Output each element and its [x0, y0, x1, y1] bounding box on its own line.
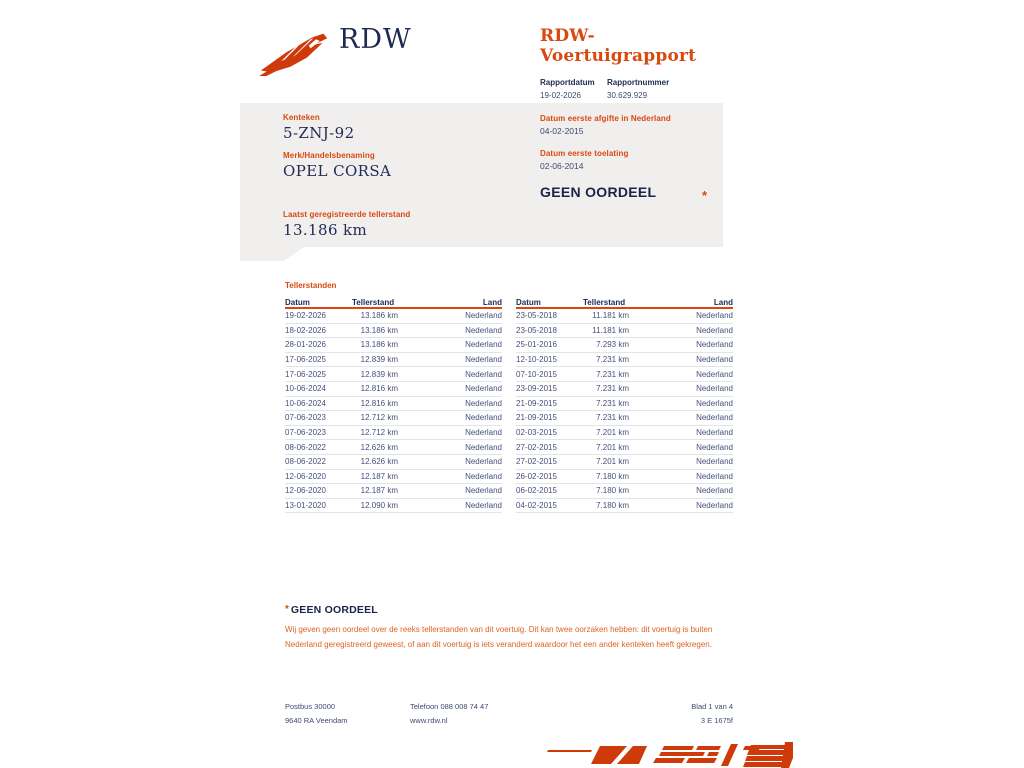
table-row [516, 484, 733, 499]
footer-phone: Telefoon 088 008 74 47 [410, 701, 489, 711]
verdict-footnote [285, 604, 715, 652]
table-body-left [285, 309, 502, 513]
cell-datum: 10-06-2024 [285, 398, 326, 408]
cell-tellerstand: 7.201 km [596, 457, 629, 467]
page-footer [285, 699, 733, 727]
cell-datum: 27-02-2015 [516, 457, 557, 467]
cell-land: Nederland [465, 501, 502, 511]
cell-datum: 21-09-2015 [516, 413, 557, 423]
footer-website: www.rdw.nl [410, 715, 448, 725]
cell-tellerstand: 12.839 km [360, 369, 398, 379]
first-admission-label: Datum eerste toelating [540, 149, 629, 158]
cell-datum: 06-02-2015 [516, 486, 557, 496]
footer-row-2 [285, 713, 733, 727]
odometer-value: 13.186 km [283, 221, 368, 239]
cell-tellerstand: 13.186 km [360, 311, 398, 321]
cell-tellerstand: 12.626 km [360, 457, 398, 467]
cell-tellerstand: 7.180 km [596, 501, 629, 511]
summary-right-column [540, 114, 710, 200]
footnote-title: GEEN OORDEEL [290, 604, 378, 616]
table-row [516, 440, 733, 455]
cell-tellerstand: 12.712 km [360, 428, 398, 438]
cell-datum: 02-03-2015 [516, 428, 557, 438]
table-row [516, 324, 733, 339]
table-row [516, 338, 733, 353]
report-date-group [540, 78, 593, 100]
cell-land: Nederland [465, 471, 502, 481]
table-row [285, 411, 502, 426]
column-header-tellerstand: Tellerstand [583, 298, 626, 307]
cell-tellerstand: 7.201 km [596, 428, 629, 438]
table-row [285, 338, 502, 353]
cell-land: Nederland [696, 325, 733, 335]
table-row [285, 455, 502, 470]
summary-left-column [283, 113, 391, 189]
cell-tellerstand: 12.816 km [360, 398, 398, 408]
table-header-row [516, 296, 733, 309]
brand-label: Merk/Handelsbenaming [283, 151, 375, 160]
cell-land: Nederland [465, 384, 502, 394]
cell-land: Nederland [696, 340, 733, 350]
cell-datum: 23-09-2015 [516, 384, 557, 394]
cell-land: Nederland [465, 340, 502, 350]
odometer-tables [285, 296, 733, 513]
table-row [285, 426, 502, 441]
odometer-label: Laatst geregistreerde tellerstand [283, 210, 411, 219]
footnote-asterisk: * [285, 604, 289, 615]
cell-tellerstand: 11.181 km [592, 311, 629, 321]
footer-page-number: Blad 1 van 4 [691, 701, 733, 711]
cell-datum: 12-10-2015 [516, 355, 557, 365]
cell-datum: 18-02-2026 [285, 325, 326, 335]
table-header-row [285, 296, 502, 309]
cell-land: Nederland [696, 369, 733, 379]
footer-address-line1: Postbus 30000 [285, 701, 336, 711]
table-row [285, 324, 502, 339]
table-row [285, 367, 502, 382]
cell-land: Nederland [465, 311, 502, 321]
cell-tellerstand: 7.201 km [596, 442, 629, 452]
cell-land: Nederland [465, 442, 502, 452]
cell-datum: 19-02-2026 [285, 311, 326, 321]
cell-tellerstand: 7.293 km [596, 340, 629, 350]
table-row [516, 367, 733, 382]
cell-land: Nederland [465, 428, 502, 438]
rdw-flag-graphic-icon [545, 739, 793, 768]
table-row [285, 353, 502, 368]
first-admission-value: 02-06-2014 [540, 161, 584, 171]
cell-tellerstand: 12.090 km [360, 501, 398, 511]
cell-datum: 27-02-2015 [516, 442, 557, 452]
cell-land: Nederland [465, 486, 502, 496]
cell-land: Nederland [465, 355, 502, 365]
report-date-label: Rapportdatum [540, 78, 595, 87]
cell-datum: 26-02-2015 [516, 471, 557, 481]
table-row [516, 382, 733, 397]
table-row [516, 455, 733, 470]
column-header-land: Land [713, 298, 733, 307]
column-header-land: Land [482, 298, 502, 307]
cell-datum: 12-06-2020 [285, 471, 326, 481]
cell-tellerstand: 13.186 km [360, 325, 398, 335]
cell-tellerstand: 7.231 km [596, 369, 629, 379]
first-issue-value: 04-02-2015 [540, 126, 584, 136]
cell-datum: 07-06-2023 [285, 413, 326, 423]
report-title: RDW-Voertuigrapport [540, 26, 697, 66]
table-row [516, 499, 733, 514]
cell-tellerstand: 12.187 km [360, 486, 398, 496]
cell-tellerstand: 12.626 km [360, 442, 398, 452]
cell-land: Nederland [465, 325, 502, 335]
column-header-datum: Datum [516, 298, 541, 307]
footnote-title-row [285, 604, 715, 616]
cell-datum: 04-02-2015 [516, 501, 557, 511]
table-title: Tellerstanden [285, 281, 337, 290]
footer-address-line2: 9640 RA Veendam [285, 715, 348, 725]
cell-land: Nederland [696, 311, 733, 321]
vehicle-summary-box [240, 103, 723, 247]
column-header-tellerstand: Tellerstand [352, 298, 395, 307]
verdict-text: GEEN OORDEEL [540, 184, 657, 200]
cell-datum: 08-06-2022 [285, 457, 326, 467]
cell-datum: 13-01-2020 [285, 501, 326, 511]
cell-tellerstand: 7.231 km [596, 413, 629, 423]
logo-wordmark: RDW [339, 24, 412, 55]
cell-tellerstand: 11.181 km [592, 325, 629, 335]
report-number-label: Rapportnummer [607, 78, 670, 87]
report-date-value: 19-02-2026 [540, 91, 581, 100]
cell-datum: 23-05-2018 [516, 311, 557, 321]
table-row [516, 411, 733, 426]
table-row [516, 397, 733, 412]
table-row [285, 470, 502, 485]
cell-datum: 25-01-2016 [516, 340, 557, 350]
table-row [516, 309, 733, 324]
table-row [285, 397, 502, 412]
cell-land: Nederland [465, 398, 502, 408]
table-row [285, 484, 502, 499]
cell-land: Nederland [696, 486, 733, 496]
report-meta [540, 78, 740, 100]
footer-row-1 [285, 699, 733, 713]
cell-datum: 07-06-2023 [285, 428, 326, 438]
cell-tellerstand: 7.180 km [596, 486, 629, 496]
footnote-text: Wij geven geen oordeel over de reeks tellerstanden van dit voertuig. Dit kan twee oorzaken hebben: dit voertuig is buiten Nederland geregistreerd geweest, of aan dit voertuig is iets veranderd waardoor het een ander kenteken heeft gekregen. [285, 625, 713, 649]
cell-land: Nederland [696, 501, 733, 511]
kenteken-label: Kenteken [283, 113, 320, 122]
cell-land: Nederland [465, 457, 502, 467]
cell-datum: 17-06-2025 [285, 355, 326, 365]
first-issue-label: Datum eerste afgifte in Nederland [540, 114, 671, 123]
table-row [516, 470, 733, 485]
table-body-right [516, 309, 733, 513]
cell-land: Nederland [696, 457, 733, 467]
table-row [285, 440, 502, 455]
cell-tellerstand: 12.187 km [360, 471, 398, 481]
summary-box-tail [240, 247, 304, 261]
odometer-table-section [285, 281, 733, 513]
table-row [285, 382, 502, 397]
cell-land: Nederland [696, 398, 733, 408]
cell-datum: 08-06-2022 [285, 442, 326, 452]
cell-land: Nederland [696, 355, 733, 365]
table-row [285, 309, 502, 324]
rdw-logo [257, 24, 412, 76]
mileage-table-right [516, 296, 733, 513]
cell-land: Nederland [465, 369, 502, 379]
cell-tellerstand: 7.180 km [596, 471, 629, 481]
cell-tellerstand: 12.712 km [360, 413, 398, 423]
verdict-asterisk: * [701, 188, 707, 203]
odometer-group [283, 210, 410, 248]
cell-datum: 28-01-2026 [285, 340, 326, 350]
cell-datum: 10-06-2024 [285, 384, 326, 394]
cell-land: Nederland [696, 413, 733, 423]
cell-land: Nederland [465, 413, 502, 423]
cell-land: Nederland [696, 471, 733, 481]
cell-datum: 23-05-2018 [516, 325, 557, 335]
cell-datum: 17-06-2025 [285, 369, 326, 379]
mileage-table-left [285, 296, 502, 513]
report-number-value: 30.629.929 [607, 91, 648, 100]
cell-tellerstand: 13.186 km [360, 340, 398, 350]
kenteken-value: 5-ZNJ-92 [283, 124, 355, 142]
cell-land: Nederland [696, 384, 733, 394]
cell-datum: 07-10-2015 [516, 369, 557, 379]
report-title-block [540, 26, 740, 100]
cell-datum: 21-09-2015 [516, 398, 557, 408]
cell-tellerstand: 7.231 km [596, 355, 629, 365]
report-number-group [607, 78, 669, 100]
cell-tellerstand: 12.816 km [360, 384, 398, 394]
cell-land: Nederland [696, 428, 733, 438]
footer-doc-code: 3 E 1675f [700, 715, 733, 725]
cell-datum: 12-06-2020 [285, 486, 326, 496]
cell-tellerstand: 7.231 km [596, 398, 629, 408]
table-row [516, 426, 733, 441]
brand-value: OPEL CORSA [283, 162, 392, 180]
cell-tellerstand: 7.231 km [596, 384, 629, 394]
cell-land: Nederland [696, 442, 733, 452]
table-row [516, 353, 733, 368]
column-header-datum: Datum [285, 298, 310, 307]
table-row [285, 499, 502, 514]
rdw-bird-icon [257, 30, 331, 76]
cell-tellerstand: 12.839 km [360, 355, 398, 365]
